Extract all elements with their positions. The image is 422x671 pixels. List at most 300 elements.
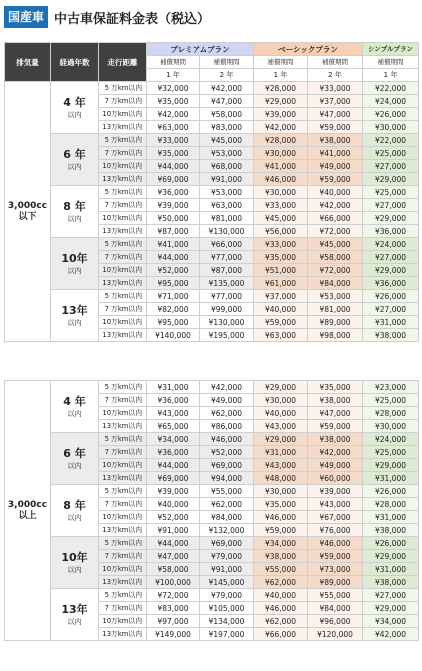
distance-cell: 7 万km以内 bbox=[99, 303, 147, 316]
price-basic-2y: ¥41,000 bbox=[308, 147, 363, 160]
price-premium-2y: ¥83,000 bbox=[200, 121, 254, 134]
price-simple-1y: ¥29,000 bbox=[363, 264, 419, 277]
price-premium-2y: ¥46,000 bbox=[200, 433, 254, 446]
distance-cell: 5 万km以内 bbox=[99, 589, 147, 602]
table-row bbox=[5, 485, 419, 498]
price-simple-1y: ¥25,000 bbox=[363, 147, 419, 160]
price-premium-2y: ¥130,000 bbox=[200, 225, 254, 238]
header-period: 補償期間 bbox=[363, 56, 419, 69]
age-cell bbox=[51, 485, 99, 537]
price-basic-1y: ¥30,000 bbox=[254, 485, 308, 498]
price-basic-2y: ¥49,000 bbox=[308, 459, 363, 472]
price-premium-2y: ¥52,000 bbox=[200, 446, 254, 459]
price-premium-1y: ¥39,000 bbox=[147, 199, 200, 212]
distance-cell: 10万km以内 bbox=[99, 459, 147, 472]
price-premium-1y: ¥69,000 bbox=[147, 173, 200, 186]
price-basic-1y: ¥51,000 bbox=[254, 264, 308, 277]
price-premium-1y: ¥83,000 bbox=[147, 602, 200, 615]
distance-cell: 5 万km以内 bbox=[99, 537, 147, 550]
distance-cell: 5 万km以内 bbox=[99, 485, 147, 498]
price-premium-1y: ¥91,000 bbox=[147, 524, 200, 537]
price-premium-1y: ¥71,000 bbox=[147, 290, 200, 303]
age-label: 8 年 bbox=[63, 199, 86, 213]
category-tag: 国産車 bbox=[4, 6, 48, 28]
price-premium-1y: ¥34,000 bbox=[147, 433, 200, 446]
age-suffix: 以内 bbox=[67, 565, 82, 574]
price-simple-1y: ¥36,000 bbox=[363, 225, 419, 238]
price-basic-1y: ¥39,000 bbox=[254, 108, 308, 121]
distance-cell: 5 万km以内 bbox=[99, 238, 147, 251]
price-premium-2y: ¥130,000 bbox=[200, 316, 254, 329]
header-basic-plan: ベーシックプラン bbox=[254, 43, 363, 56]
age-label: 4 年 bbox=[63, 95, 86, 109]
distance-cell: 5 万km以内 bbox=[99, 290, 147, 303]
price-premium-1y: ¥33,000 bbox=[147, 134, 200, 147]
price-basic-1y: ¥30,000 bbox=[254, 186, 308, 199]
price-premium-2y: ¥86,000 bbox=[200, 420, 254, 433]
price-premium-1y: ¥95,000 bbox=[147, 277, 200, 290]
price-basic-1y: ¥63,000 bbox=[254, 329, 308, 342]
age-suffix: 以内 bbox=[67, 318, 82, 327]
price-premium-1y: ¥65,000 bbox=[147, 420, 200, 433]
price-simple-1y: ¥22,000 bbox=[363, 82, 419, 95]
price-basic-1y: ¥48,000 bbox=[254, 472, 308, 485]
price-basic-1y: ¥35,000 bbox=[254, 498, 308, 511]
age-suffix: 以内 bbox=[67, 617, 82, 626]
header-year-2: 2 年 bbox=[200, 69, 254, 82]
price-basic-2y: ¥47,000 bbox=[308, 108, 363, 121]
price-premium-1y: ¥100,000 bbox=[147, 576, 200, 589]
table-row bbox=[5, 82, 419, 95]
price-basic-1y: ¥62,000 bbox=[254, 576, 308, 589]
price-premium-2y: ¥77,000 bbox=[200, 251, 254, 264]
age-suffix: 以内 bbox=[67, 409, 82, 418]
price-simple-1y: ¥27,000 bbox=[363, 589, 419, 602]
distance-cell: 7 万km以内 bbox=[99, 199, 147, 212]
age-label: 13年 bbox=[61, 303, 88, 317]
price-basic-2y: ¥58,000 bbox=[308, 251, 363, 264]
table-row bbox=[5, 186, 419, 199]
price-premium-1y: ¥40,000 bbox=[147, 498, 200, 511]
header-period: 補償期間 bbox=[200, 56, 254, 69]
table-body bbox=[5, 82, 419, 342]
header-age: 経過年数 bbox=[51, 43, 99, 82]
displacement-cell bbox=[5, 82, 51, 342]
price-premium-1y: ¥36,000 bbox=[147, 446, 200, 459]
price-basic-1y: ¥30,000 bbox=[254, 147, 308, 160]
price-premium-2y: ¥62,000 bbox=[200, 407, 254, 420]
price-basic-2y: ¥89,000 bbox=[308, 576, 363, 589]
price-premium-2y: ¥55,000 bbox=[200, 485, 254, 498]
header-year-1: 1 年 bbox=[147, 69, 200, 82]
price-simple-1y: ¥24,000 bbox=[363, 433, 419, 446]
price-simple-1y: ¥31,000 bbox=[363, 316, 419, 329]
distance-cell: 13万km以内 bbox=[99, 472, 147, 485]
distance-cell: 13万km以内 bbox=[99, 121, 147, 134]
distance-cell: 7 万km以内 bbox=[99, 498, 147, 511]
price-basic-2y: ¥81,000 bbox=[308, 303, 363, 316]
price-basic-2y: ¥33,000 bbox=[308, 82, 363, 95]
price-simple-1y: ¥22,000 bbox=[363, 134, 419, 147]
age-label: 10年 bbox=[61, 550, 88, 564]
price-simple-1y: ¥31,000 bbox=[363, 563, 419, 576]
price-basic-2y: ¥42,000 bbox=[308, 199, 363, 212]
price-simple-1y: ¥30,000 bbox=[363, 420, 419, 433]
price-basic-1y: ¥56,000 bbox=[254, 225, 308, 238]
price-premium-1y: ¥39,000 bbox=[147, 485, 200, 498]
price-premium-2y: ¥197,000 bbox=[200, 628, 254, 641]
price-premium-2y: ¥79,000 bbox=[200, 589, 254, 602]
price-premium-2y: ¥63,000 bbox=[200, 199, 254, 212]
price-basic-2y: ¥66,000 bbox=[308, 212, 363, 225]
price-premium-1y: ¥58,000 bbox=[147, 563, 200, 576]
price-basic-2y: ¥89,000 bbox=[308, 316, 363, 329]
price-simple-1y: ¥29,000 bbox=[363, 550, 419, 563]
distance-cell: 7 万km以内 bbox=[99, 95, 147, 108]
distance-cell: 7 万km以内 bbox=[99, 446, 147, 459]
price-table-under-3000cc bbox=[4, 42, 419, 342]
price-basic-2y: ¥98,000 bbox=[308, 329, 363, 342]
price-basic-2y: ¥42,000 bbox=[308, 446, 363, 459]
price-premium-1y: ¥52,000 bbox=[147, 511, 200, 524]
price-premium-1y: ¥35,000 bbox=[147, 147, 200, 160]
price-premium-1y: ¥97,000 bbox=[147, 615, 200, 628]
price-simple-1y: ¥34,000 bbox=[363, 615, 419, 628]
page-header bbox=[4, 6, 210, 28]
price-basic-2y: ¥67,000 bbox=[308, 511, 363, 524]
age-suffix: 以内 bbox=[67, 162, 82, 171]
age-suffix: 以内 bbox=[67, 513, 82, 522]
price-basic-2y: ¥59,000 bbox=[308, 420, 363, 433]
price-simple-1y: ¥27,000 bbox=[363, 160, 419, 173]
price-premium-1y: ¥140,000 bbox=[147, 329, 200, 342]
price-basic-2y: ¥38,000 bbox=[308, 433, 363, 446]
distance-cell: 7 万km以内 bbox=[99, 602, 147, 615]
price-basic-2y: ¥47,000 bbox=[308, 407, 363, 420]
price-simple-1y: ¥26,000 bbox=[363, 108, 419, 121]
price-simple-1y: ¥24,000 bbox=[363, 238, 419, 251]
price-premium-1y: ¥149,000 bbox=[147, 628, 200, 641]
price-basic-2y: ¥59,000 bbox=[308, 173, 363, 186]
price-premium-1y: ¥35,000 bbox=[147, 95, 200, 108]
price-basic-1y: ¥40,000 bbox=[254, 589, 308, 602]
price-premium-1y: ¥41,000 bbox=[147, 238, 200, 251]
price-premium-1y: ¥87,000 bbox=[147, 225, 200, 238]
table-row bbox=[5, 433, 419, 446]
price-premium-2y: ¥69,000 bbox=[200, 459, 254, 472]
price-simple-1y: ¥28,000 bbox=[363, 498, 419, 511]
price-basic-1y: ¥35,000 bbox=[254, 251, 308, 264]
displacement-label: 3,000cc bbox=[7, 200, 48, 211]
distance-cell: 10万km以内 bbox=[99, 407, 147, 420]
price-basic-1y: ¥46,000 bbox=[254, 173, 308, 186]
price-basic-1y: ¥34,000 bbox=[254, 537, 308, 550]
table-row bbox=[5, 537, 419, 550]
price-premium-2y: ¥69,000 bbox=[200, 537, 254, 550]
price-basic-2y: ¥60,000 bbox=[308, 472, 363, 485]
price-basic-2y: ¥73,000 bbox=[308, 563, 363, 576]
header-period: 補償期間 bbox=[147, 56, 200, 69]
header-premium-plan: プレミアムプラン bbox=[147, 43, 254, 56]
price-premium-1y: ¥42,000 bbox=[147, 108, 200, 121]
price-premium-2y: ¥47,000 bbox=[200, 95, 254, 108]
price-basic-1y: ¥59,000 bbox=[254, 316, 308, 329]
price-basic-2y: ¥49,000 bbox=[308, 160, 363, 173]
distance-cell: 13万km以内 bbox=[99, 628, 147, 641]
header-year-2: 2 年 bbox=[308, 69, 363, 82]
price-premium-2y: ¥53,000 bbox=[200, 186, 254, 199]
price-premium-2y: ¥53,000 bbox=[200, 147, 254, 160]
price-basic-2y: ¥38,000 bbox=[308, 394, 363, 407]
price-premium-2y: ¥145,000 bbox=[200, 576, 254, 589]
price-basic-2y: ¥38,000 bbox=[308, 134, 363, 147]
age-suffix: 以内 bbox=[67, 266, 82, 275]
distance-cell: 10万km以内 bbox=[99, 212, 147, 225]
price-premium-1y: ¥44,000 bbox=[147, 459, 200, 472]
price-premium-1y: ¥44,000 bbox=[147, 251, 200, 264]
distance-cell: 10万km以内 bbox=[99, 511, 147, 524]
age-label: 8 年 bbox=[63, 498, 86, 512]
price-basic-1y: ¥38,000 bbox=[254, 550, 308, 563]
price-premium-2y: ¥81,000 bbox=[200, 212, 254, 225]
price-basic-2y: ¥72,000 bbox=[308, 264, 363, 277]
price-premium-2y: ¥195,000 bbox=[200, 329, 254, 342]
price-basic-1y: ¥41,000 bbox=[254, 160, 308, 173]
price-premium-2y: ¥49,000 bbox=[200, 394, 254, 407]
price-basic-1y: ¥37,000 bbox=[254, 290, 308, 303]
price-simple-1y: ¥27,000 bbox=[363, 251, 419, 264]
header-period: 補償期間 bbox=[254, 56, 308, 69]
displacement-cell bbox=[5, 381, 51, 641]
price-premium-1y: ¥36,000 bbox=[147, 394, 200, 407]
price-premium-2y: ¥134,000 bbox=[200, 615, 254, 628]
price-simple-1y: ¥25,000 bbox=[363, 446, 419, 459]
price-premium-1y: ¥72,000 bbox=[147, 589, 200, 602]
price-premium-2y: ¥68,000 bbox=[200, 160, 254, 173]
price-premium-1y: ¥47,000 bbox=[147, 550, 200, 563]
age-suffix: 以内 bbox=[67, 214, 82, 223]
header-simple-plan: シンプルプラン bbox=[363, 43, 419, 56]
price-premium-2y: ¥94,000 bbox=[200, 472, 254, 485]
distance-cell: 13万km以内 bbox=[99, 173, 147, 186]
price-premium-2y: ¥62,000 bbox=[200, 498, 254, 511]
price-basic-1y: ¥29,000 bbox=[254, 433, 308, 446]
displacement-label: 以下 bbox=[18, 211, 37, 222]
distance-cell: 5 万km以内 bbox=[99, 134, 147, 147]
price-premium-1y: ¥95,000 bbox=[147, 316, 200, 329]
distance-cell: 10万km以内 bbox=[99, 264, 147, 277]
distance-cell: 10万km以内 bbox=[99, 615, 147, 628]
age-suffix: 以内 bbox=[67, 461, 82, 470]
price-basic-1y: ¥59,000 bbox=[254, 524, 308, 537]
price-premium-2y: ¥79,000 bbox=[200, 550, 254, 563]
price-basic-2y: ¥84,000 bbox=[308, 602, 363, 615]
price-table-over-3000cc bbox=[4, 380, 419, 641]
age-cell bbox=[51, 433, 99, 485]
price-basic-2y: ¥46,000 bbox=[308, 537, 363, 550]
price-premium-2y: ¥45,000 bbox=[200, 134, 254, 147]
price-basic-2y: ¥76,000 bbox=[308, 524, 363, 537]
distance-cell: 10万km以内 bbox=[99, 563, 147, 576]
distance-cell: 7 万km以内 bbox=[99, 147, 147, 160]
price-basic-1y: ¥29,000 bbox=[254, 95, 308, 108]
price-premium-1y: ¥43,000 bbox=[147, 407, 200, 420]
age-cell bbox=[51, 589, 99, 641]
price-simple-1y: ¥31,000 bbox=[363, 472, 419, 485]
price-basic-1y: ¥40,000 bbox=[254, 407, 308, 420]
price-basic-2y: ¥37,000 bbox=[308, 95, 363, 108]
distance-cell: 13万km以内 bbox=[99, 524, 147, 537]
age-cell bbox=[51, 134, 99, 186]
price-basic-1y: ¥29,000 bbox=[254, 381, 308, 394]
header-period: 補償期間 bbox=[308, 56, 363, 69]
table-row bbox=[5, 290, 419, 303]
price-basic-1y: ¥42,000 bbox=[254, 121, 308, 134]
price-premium-2y: ¥87,000 bbox=[200, 264, 254, 277]
distance-cell: 7 万km以内 bbox=[99, 550, 147, 563]
price-basic-1y: ¥46,000 bbox=[254, 511, 308, 524]
age-cell bbox=[51, 290, 99, 342]
price-simple-1y: ¥28,000 bbox=[363, 407, 419, 420]
price-simple-1y: ¥26,000 bbox=[363, 290, 419, 303]
price-premium-1y: ¥44,000 bbox=[147, 537, 200, 550]
header-year-1: 1 年 bbox=[363, 69, 419, 82]
price-premium-1y: ¥63,000 bbox=[147, 121, 200, 134]
displacement-label: 3,000cc bbox=[7, 499, 48, 510]
price-premium-2y: ¥42,000 bbox=[200, 381, 254, 394]
price-basic-2y: ¥43,000 bbox=[308, 498, 363, 511]
age-cell bbox=[51, 381, 99, 433]
table-row bbox=[5, 589, 419, 602]
price-simple-1y: ¥25,000 bbox=[363, 394, 419, 407]
price-premium-1y: ¥36,000 bbox=[147, 186, 200, 199]
price-basic-1y: ¥40,000 bbox=[254, 303, 308, 316]
price-premium-2y: ¥58,000 bbox=[200, 108, 254, 121]
distance-cell: 7 万km以内 bbox=[99, 394, 147, 407]
header-displacement: 排気量 bbox=[5, 43, 51, 82]
price-simple-1y: ¥31,000 bbox=[363, 511, 419, 524]
price-basic-2y: ¥35,000 bbox=[308, 381, 363, 394]
price-basic-2y: ¥59,000 bbox=[308, 121, 363, 134]
price-premium-1y: ¥52,000 bbox=[147, 264, 200, 277]
price-premium-1y: ¥31,000 bbox=[147, 381, 200, 394]
price-basic-1y: ¥46,000 bbox=[254, 602, 308, 615]
distance-cell: 13万km以内 bbox=[99, 420, 147, 433]
price-premium-2y: ¥132,000 bbox=[200, 524, 254, 537]
price-basic-2y: ¥45,000 bbox=[308, 238, 363, 251]
price-simple-1y: ¥36,000 bbox=[363, 277, 419, 290]
price-simple-1y: ¥38,000 bbox=[363, 524, 419, 537]
age-label: 13年 bbox=[61, 602, 88, 616]
price-simple-1y: ¥26,000 bbox=[363, 485, 419, 498]
price-basic-1y: ¥43,000 bbox=[254, 420, 308, 433]
price-simple-1y: ¥29,000 bbox=[363, 212, 419, 225]
price-basic-1y: ¥31,000 bbox=[254, 446, 308, 459]
price-premium-2y: ¥84,000 bbox=[200, 511, 254, 524]
distance-cell: 5 万km以内 bbox=[99, 82, 147, 95]
price-basic-1y: ¥33,000 bbox=[254, 238, 308, 251]
distance-cell: 10万km以内 bbox=[99, 316, 147, 329]
price-basic-1y: ¥62,000 bbox=[254, 615, 308, 628]
price-basic-1y: ¥43,000 bbox=[254, 459, 308, 472]
price-premium-1y: ¥50,000 bbox=[147, 212, 200, 225]
price-simple-1y: ¥25,000 bbox=[363, 186, 419, 199]
table-row bbox=[5, 381, 419, 394]
price-simple-1y: ¥29,000 bbox=[363, 173, 419, 186]
age-cell bbox=[51, 82, 99, 134]
age-label: 4 年 bbox=[63, 394, 86, 408]
distance-cell: 13万km以内 bbox=[99, 576, 147, 589]
distance-cell: 5 万km以内 bbox=[99, 433, 147, 446]
price-premium-2y: ¥66,000 bbox=[200, 238, 254, 251]
distance-cell: 7 万km以内 bbox=[99, 251, 147, 264]
price-simple-1y: ¥30,000 bbox=[363, 121, 419, 134]
header-year-1: 1 年 bbox=[254, 69, 308, 82]
price-simple-1y: ¥29,000 bbox=[363, 602, 419, 615]
age-cell bbox=[51, 186, 99, 238]
price-premium-1y: ¥82,000 bbox=[147, 303, 200, 316]
price-simple-1y: ¥38,000 bbox=[363, 576, 419, 589]
price-simple-1y: ¥42,000 bbox=[363, 628, 419, 641]
age-label: 10年 bbox=[61, 251, 88, 265]
price-basic-1y: ¥30,000 bbox=[254, 394, 308, 407]
price-premium-2y: ¥77,000 bbox=[200, 290, 254, 303]
price-basic-2y: ¥59,000 bbox=[308, 550, 363, 563]
price-premium-1y: ¥69,000 bbox=[147, 472, 200, 485]
price-simple-1y: ¥38,000 bbox=[363, 329, 419, 342]
price-basic-1y: ¥45,000 bbox=[254, 212, 308, 225]
header-distance: 走行距離 bbox=[99, 43, 147, 82]
price-basic-1y: ¥28,000 bbox=[254, 82, 308, 95]
price-basic-2y: ¥55,000 bbox=[308, 589, 363, 602]
distance-cell: 10万km以内 bbox=[99, 108, 147, 121]
table-row bbox=[5, 134, 419, 147]
price-simple-1y: ¥24,000 bbox=[363, 95, 419, 108]
price-basic-1y: ¥28,000 bbox=[254, 134, 308, 147]
distance-cell: 5 万km以内 bbox=[99, 186, 147, 199]
age-label: 6 年 bbox=[63, 446, 86, 460]
price-simple-1y: ¥27,000 bbox=[363, 303, 419, 316]
price-basic-2y: ¥84,000 bbox=[308, 277, 363, 290]
age-suffix: 以内 bbox=[67, 110, 82, 119]
price-simple-1y: ¥27,000 bbox=[363, 199, 419, 212]
price-basic-2y: ¥96,000 bbox=[308, 615, 363, 628]
price-basic-2y: ¥40,000 bbox=[308, 186, 363, 199]
distance-cell: 13万km以内 bbox=[99, 329, 147, 342]
age-cell bbox=[51, 537, 99, 589]
price-basic-1y: ¥55,000 bbox=[254, 563, 308, 576]
price-premium-2y: ¥91,000 bbox=[200, 173, 254, 186]
distance-cell: 13万km以内 bbox=[99, 225, 147, 238]
price-basic-2y: ¥72,000 bbox=[308, 225, 363, 238]
age-cell bbox=[51, 238, 99, 290]
distance-cell: 13万km以内 bbox=[99, 277, 147, 290]
age-label: 6 年 bbox=[63, 147, 86, 161]
price-premium-1y: ¥32,000 bbox=[147, 82, 200, 95]
table-row bbox=[5, 238, 419, 251]
price-simple-1y: ¥26,000 bbox=[363, 537, 419, 550]
price-basic-1y: ¥66,000 bbox=[254, 628, 308, 641]
price-premium-2y: ¥135,000 bbox=[200, 277, 254, 290]
price-basic-1y: ¥33,000 bbox=[254, 199, 308, 212]
price-basic-2y: ¥120,000 bbox=[308, 628, 363, 641]
distance-cell: 5 万km以内 bbox=[99, 381, 147, 394]
price-premium-2y: ¥42,000 bbox=[200, 82, 254, 95]
price-premium-2y: ¥99,000 bbox=[200, 303, 254, 316]
price-basic-2y: ¥39,000 bbox=[308, 485, 363, 498]
price-premium-2y: ¥91,000 bbox=[200, 563, 254, 576]
price-simple-1y: ¥29,000 bbox=[363, 459, 419, 472]
